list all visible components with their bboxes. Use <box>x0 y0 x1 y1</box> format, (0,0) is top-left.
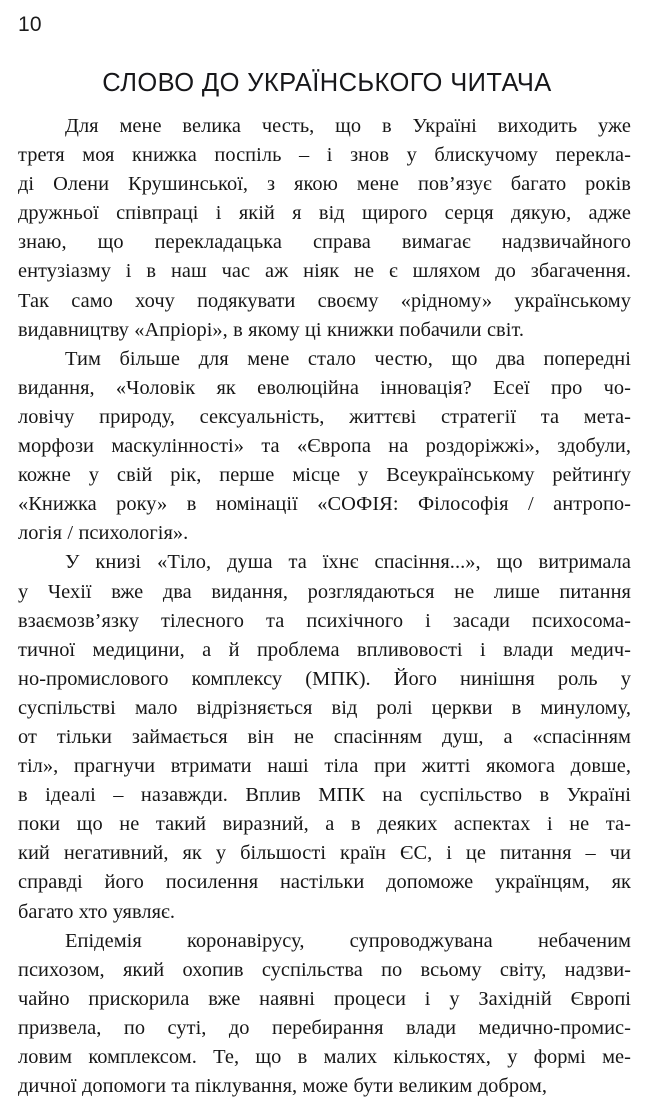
text-line: Тим більше для мене стало честю, що два попередні <box>65 347 631 370</box>
text-line: «Книжка року» в номінації «СОФІЯ: Філософія / антропо- <box>18 493 631 516</box>
text-line: взаємозв’язку тілесного та психічного і засади психосома- <box>18 609 631 632</box>
text-line: кий негативний, як у більшості країн ЄС, і це питання – чи <box>18 842 631 865</box>
text-line: психозом, який охопив суспільства по всьому світу, надзви- <box>18 958 631 981</box>
text-line: дичної допомоги та піклування, може бути великим добром, <box>18 1075 548 1098</box>
text-line: кожне у свій рік, перше місце у Всеукраїнському рейтинґу <box>18 464 631 487</box>
text-line: дружньої співпраці і якій я від щирого серця дякую, адже <box>18 202 631 225</box>
text-line: тіл», прагнучи втримати наші тіла при житті якомога довше, <box>18 755 631 778</box>
text-line: Для мене велика честь, що в Україні виходить уже <box>65 115 631 137</box>
text-line: ловим комплексом. Те, що в малих кількостях, у формі ме- <box>18 1046 631 1068</box>
text-line: поки що не такий виразний, а в деяких аспектах і не та- <box>18 813 631 836</box>
text-line: справді його посилення настільки допоможе українцям, як <box>18 871 631 894</box>
text-line: от тільки займається він не спасінням душ, а «спасінням <box>18 725 631 748</box>
text-line: знаю, що перекладацька справа вимагає надзвичайного <box>18 231 631 254</box>
text-line: У книзі «Тіло, душа та їхнє спасіння...», що витримала <box>65 551 631 574</box>
text-line: в ідеалі – назавжди. Вплив МПК на суспільство в Україні <box>18 784 631 807</box>
text-line: ловічу природу, сексуальність, життєві стратегії та мета- <box>18 405 631 428</box>
page-number: 10 <box>18 13 42 36</box>
text-line: призвела, по суті, до перебирання влади медично-промис- <box>18 1016 631 1039</box>
paragraph <box>18 112 631 345</box>
text-line: логія / психологія». <box>18 522 189 545</box>
text-line: но-промислового комплексу (МПК). Його нинішня роль у <box>18 667 631 690</box>
text-line: ентузіазму і в наш час аж ніяк не є шляхом до збагачення. <box>18 260 631 283</box>
text-line: у Чехії вже два видання, розглядаються не лише питання <box>18 580 631 603</box>
text-line: третя моя книжка поспіль – і знов у блискучому перекла- <box>18 144 631 167</box>
paragraph <box>18 548 631 926</box>
text-line: Так само хочу подякувати своєму «рідному» українському <box>18 289 631 312</box>
text-line: видання, «Чоловік як еволюційна інновація? Есеї про чо- <box>18 376 631 399</box>
body-text-block <box>18 112 631 1101</box>
text-line: видавництву «Апріорі», в якому ці книжки побачили світ. <box>18 318 525 341</box>
text-line: Епідемія коронавірусу, супроводжувана небаченим <box>65 929 631 952</box>
paragraph <box>18 345 631 549</box>
chapter-title: СЛОВО ДО УКРАЇНСЬКОГО ЧИТАЧА <box>102 69 552 98</box>
text-line: багато хто уявляє. <box>18 900 175 923</box>
paragraph <box>18 927 631 1101</box>
text-line: суспільстві мало відрізняється від ролі церкви в минулому, <box>18 696 631 719</box>
text-line: чайно прискорила вже наявні процеси і у Західній Європі <box>18 987 631 1010</box>
text-line: ді Олени Крушинської, з якою мене пов’язує багато років <box>18 173 631 196</box>
text-line: морфози маскулінності» та «Європа на роздоріжжі», здобули, <box>18 435 631 458</box>
text-line: тичної медицини, а й проблема впливовості і влади медич- <box>18 638 631 661</box>
